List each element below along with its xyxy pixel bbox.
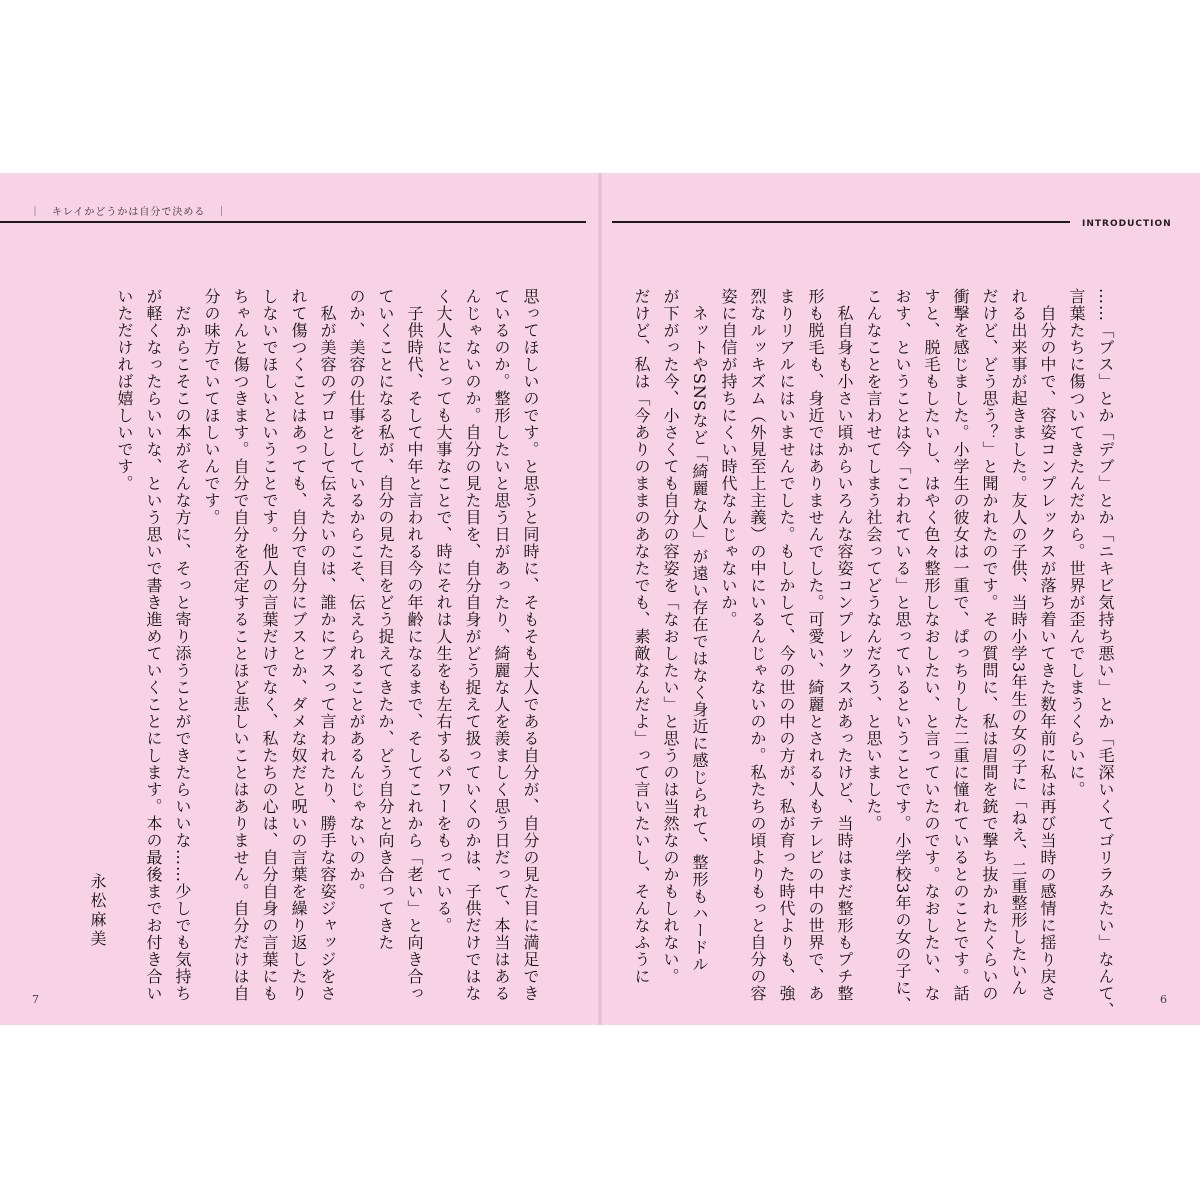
left-page-body-text: 思ってほしいのです。と思うと同時に、そもそも大人である自分が、自分の見た目に満足でき ているのか。整形したいと思う日があったり、綺麗な人を羨ましく思う日だって、本当はある んじゃないのか。自分の見た目を、自分自身がどう捉えて扱っていくのかは、子供だけではな く大人にとっても大事なことで、時にそれは人生をも左右するパワーをもっている。 子供時代、そして中年と言われる今の年齢になるまで、そしてこれから「老い」と向き合っ ていくことになる私が、自分の見た目をどう捉えてきたか、どう自分と向き合ってきた のか、美容の仕事をしているからこそ、伝えられることがあるんじゃないのか。 私が美容のプロとして伝えたいのは、誰かにブスって言われたり、勝手な容姿ジャッジをさ れて傷つくことはあっても、自分で自分にブスとか、ダメな奴だと呪いの言葉を繰り返したり しないでほしいということです。他人の言葉だけでなく、私たちの心は、自分自身の言葉にも ちゃんと傷つきます。自分で自分を否定することほど悲しいことはありません。自分だけは自 分の味方でいてほしいんです。 だからこそこの本がそんな方に、そっと寄り添うことができたらいいな……少しでも気持ち が軽くなったらいいな、という思いで書き進めていくことにします。本の最後までお付き合い いただければ嬉しいです。 xyxy=(115,288,540,1002)
page-number-right: 6 xyxy=(1160,993,1167,1006)
section-label: INTRODUCTION xyxy=(1082,219,1172,229)
page-number-left: 7 xyxy=(32,993,39,1006)
header-rule-left xyxy=(0,221,586,223)
header-rule-right xyxy=(612,221,1070,223)
running-head: ｜ キレイかどうかは自分で決める ｜ xyxy=(30,207,228,218)
author-name: 永松麻美 xyxy=(88,873,107,949)
right-page-body-text: ……「ブス」とか「デブ」とか「ニキビ気持ち悪い」とか「毛深いくてゴリラみたい」なんて、 言葉たちに傷ついてきたんだから。世界が歪んでしまうくらいに。 自分の中で、容姿コンプレックスが落ち着いてきた数年前に私は再び当時の感情に揺り戻さ れる出来事が起きました。友人の子供、当時小学3年生の女の子に「ねえ、二重整形したいん だけど、どう思う？」と聞かれたのです。その質問に、私は眉間を銃で撃ち抜かれたくらいの 衝撃を感じました。小学生の彼女は一重で、ぱっちりした二重に憧れているとのことです。話 すと、脱毛もしたいし、はやく色々整形しなおしたい、と言っていたのです。なおしたい、な おす、ということは今「こわれている」と思っているということです。小学校3年の女の子に、 こんなことを言わせてしまう社会ってどうなんだろう、と思いました。 私自身も小さい頃からいろんな容姿コンプレックスがあったけど、当時はまだ整形もプチ整 形も脱毛も、身近ではありませんでした。可愛い、綺麗とされる人もテレビの中の世界で、あ まりリアルにはいませんでした。もしかして、今の世の中の方が、私が育った時代よりも、強 烈なルッキズム（外見至上主義）の中にいるんじゃないのか。私たちの頃よりもっと自分の容 姿に自信が持ちにくい時代なんじゃないか。 ネットやSNSなど「綺麗な人」が遠い存在ではなく身近に感じられて、整形もハードル が下がった今、小さくても自分の容姿を「なおしたい」と思うのは当然なのかもしれない。 だけど、私は「今ありのままのあなたでも、素敵なんだよ」って言いたいし、そんなふうに xyxy=(632,288,1115,1019)
book-spread xyxy=(0,173,1200,1025)
book-gutter xyxy=(598,173,602,1025)
